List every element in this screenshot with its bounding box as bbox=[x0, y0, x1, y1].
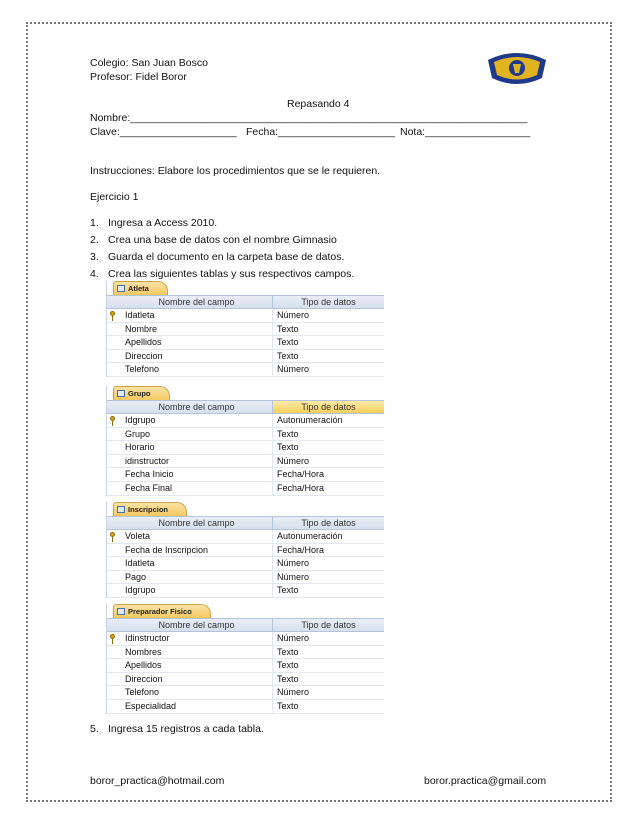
school-label: Colegio: San Juan Bosco bbox=[90, 57, 208, 69]
name-line: Nombre:____________________________________________________________________ bbox=[90, 112, 528, 124]
table-row: Grupo Texto bbox=[107, 428, 384, 442]
school-logo bbox=[486, 50, 548, 88]
table-preparador-fisico bbox=[106, 604, 384, 714]
table-row: Fecha de Inscripcion Fecha/Hora bbox=[107, 544, 384, 558]
table-row: idinstructor Número bbox=[107, 455, 384, 469]
table-row: Especialidad Texto bbox=[107, 700, 384, 714]
table-atleta bbox=[106, 281, 384, 377]
table-row: Fecha Inicio Fecha/Hora bbox=[107, 468, 384, 482]
table-row: Idinstructor Número bbox=[107, 632, 384, 646]
table-tab[interactable]: Preparador Fisico bbox=[113, 604, 211, 618]
table-icon bbox=[117, 608, 125, 615]
table-header: Nombre del campo Tipo de datos bbox=[107, 400, 384, 414]
step-item: 4. Crea las siguientes tablas y sus respectivos campos. bbox=[90, 268, 355, 280]
table-row: Pago Número bbox=[107, 571, 384, 585]
table-row: Apellidos Texto bbox=[107, 336, 384, 350]
table-row: Telefono Número bbox=[107, 686, 384, 700]
footer-email-left: boror_practica@hotmail.com bbox=[90, 775, 225, 787]
table-row: Nombres Texto bbox=[107, 646, 384, 660]
table-header: Nombre del campo Tipo de datos bbox=[107, 618, 384, 632]
table-row: Horario Texto bbox=[107, 441, 384, 455]
table-tab[interactable]: Atleta bbox=[113, 281, 168, 295]
step-item: 2. Crea una base de datos con el nombre Gimnasio bbox=[90, 234, 337, 246]
page-title: Repasando 4 bbox=[287, 98, 350, 110]
table-inscripcion bbox=[106, 502, 384, 598]
fecha-line: Fecha:____________________ bbox=[246, 126, 395, 138]
primary-key-icon bbox=[110, 416, 115, 421]
teacher-label: Profesor: Fidel Boror bbox=[90, 71, 187, 83]
primary-key-icon bbox=[110, 532, 115, 537]
primary-key-icon bbox=[110, 311, 115, 316]
exercise-title: Ejercicio 1 bbox=[90, 191, 139, 203]
table-row: Apellidos Texto bbox=[107, 659, 384, 673]
table-grupo bbox=[106, 386, 384, 496]
table-header: Nombre del campo Tipo de datos bbox=[107, 295, 384, 309]
table-header: Nombre del campo Tipo de datos bbox=[107, 516, 384, 530]
table-tab[interactable]: Grupo bbox=[113, 386, 170, 400]
table-row: Nombre Texto bbox=[107, 323, 384, 337]
table-row: Idgrupo Texto bbox=[107, 584, 384, 598]
step-item: 1. Ingresa a Access 2010. bbox=[90, 217, 218, 229]
table-row: Voleta Autonumeración bbox=[107, 530, 384, 544]
step-item: 3. Guarda el documento en la carpeta base de datos. bbox=[90, 251, 345, 263]
instructions: Instrucciones: Elabore los procedimientos que se le requieren. bbox=[90, 165, 381, 177]
table-row: Idatleta Número bbox=[107, 557, 384, 571]
primary-key-icon bbox=[110, 634, 115, 639]
table-row: Telefono Número bbox=[107, 363, 384, 377]
table-row: Fecha Final Fecha/Hora bbox=[107, 482, 384, 496]
table-row: Direccion Texto bbox=[107, 350, 384, 364]
table-tab[interactable]: Inscripcion bbox=[113, 502, 187, 516]
table-row: Idatleta Número bbox=[107, 309, 384, 323]
table-icon bbox=[117, 285, 125, 292]
table-icon bbox=[117, 390, 125, 397]
clave-line: Clave:____________________ bbox=[90, 126, 237, 138]
table-icon bbox=[117, 506, 125, 513]
table-row: Idgrupo Autonumeración bbox=[107, 414, 384, 428]
step-item: 5. Ingresa 15 registros a cada tabla. bbox=[90, 723, 264, 735]
table-row: Direccion Texto bbox=[107, 673, 384, 687]
footer-email-right: boror.practica@gmail.com bbox=[424, 775, 547, 787]
nota-line: Nota:__________________ bbox=[400, 126, 531, 138]
